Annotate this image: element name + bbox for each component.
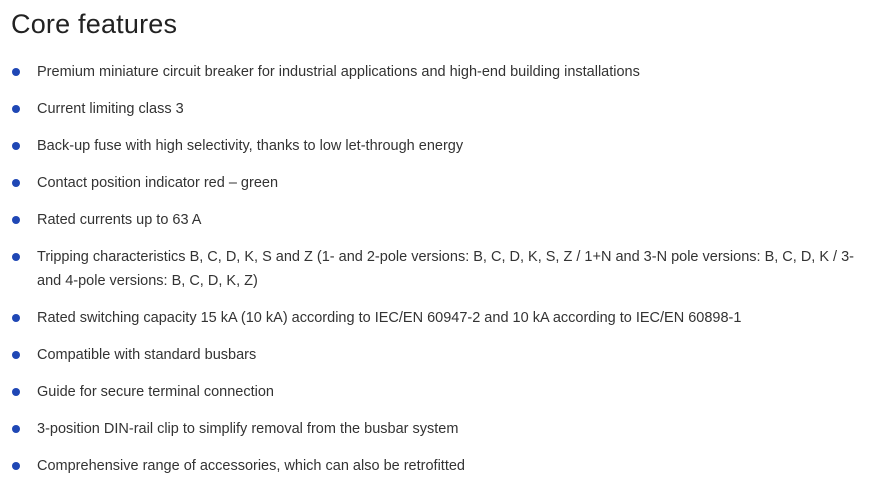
feature-item-1 (0, 60, 880, 84)
bullet-icon (12, 105, 20, 113)
bullet-icon (12, 216, 20, 224)
bullet-icon (12, 253, 20, 261)
feature-item-5 (0, 208, 880, 232)
feature-text: Contact position indicator red – green (37, 175, 279, 191)
feature-text: Comprehensive range of accessories, which can also be retrofitted (37, 458, 465, 474)
feature-text: 3-position DIN-rail clip to simplify removal from the busbar system (37, 421, 459, 437)
feature-text: Current limiting class 3 (37, 101, 184, 117)
bullet-icon (12, 68, 20, 76)
feature-text: Premium miniature circuit breaker for industrial applications and high-end building installations (37, 64, 640, 80)
feature-text: Compatible with standard busbars (37, 347, 257, 363)
feature-text: Tripping characteristics B, C, D, K, S and Z (1- and 2-pole versions: B, C, D, K, S, Z / 1+N and 3-N pole versions: B, C, D, K / 3- and 4-pole versions: B, C, D, K, Z) (37, 249, 855, 289)
bullet-icon (12, 425, 20, 433)
feature-item-4 (0, 171, 880, 195)
feature-text: Back-up fuse with high selectivity, thanks to low let-through energy (37, 138, 464, 154)
bullet-icon (12, 179, 20, 187)
feature-item-8 (0, 343, 880, 367)
features-list (0, 60, 880, 478)
feature-item-3 (0, 134, 880, 158)
feature-item-6 (0, 245, 880, 293)
feature-item-7 (0, 306, 880, 330)
bullet-icon (12, 462, 20, 470)
feature-item-10 (0, 417, 880, 441)
feature-item-11 (0, 454, 880, 478)
feature-text: Rated currents up to 63 A (37, 212, 202, 228)
bullet-icon (12, 142, 20, 150)
feature-item-9 (0, 380, 880, 404)
bullet-icon (12, 388, 20, 396)
feature-item-2 (0, 97, 880, 121)
section-title: Core features (11, 9, 178, 39)
feature-text: Guide for secure terminal connection (37, 384, 274, 400)
feature-text: Rated switching capacity 15 kA (10 kA) according to IEC/EN 60947-2 and 10 kA according to IEC/EN 60898-1 (37, 310, 742, 326)
bullet-icon (12, 314, 20, 322)
bullet-icon (12, 351, 20, 359)
